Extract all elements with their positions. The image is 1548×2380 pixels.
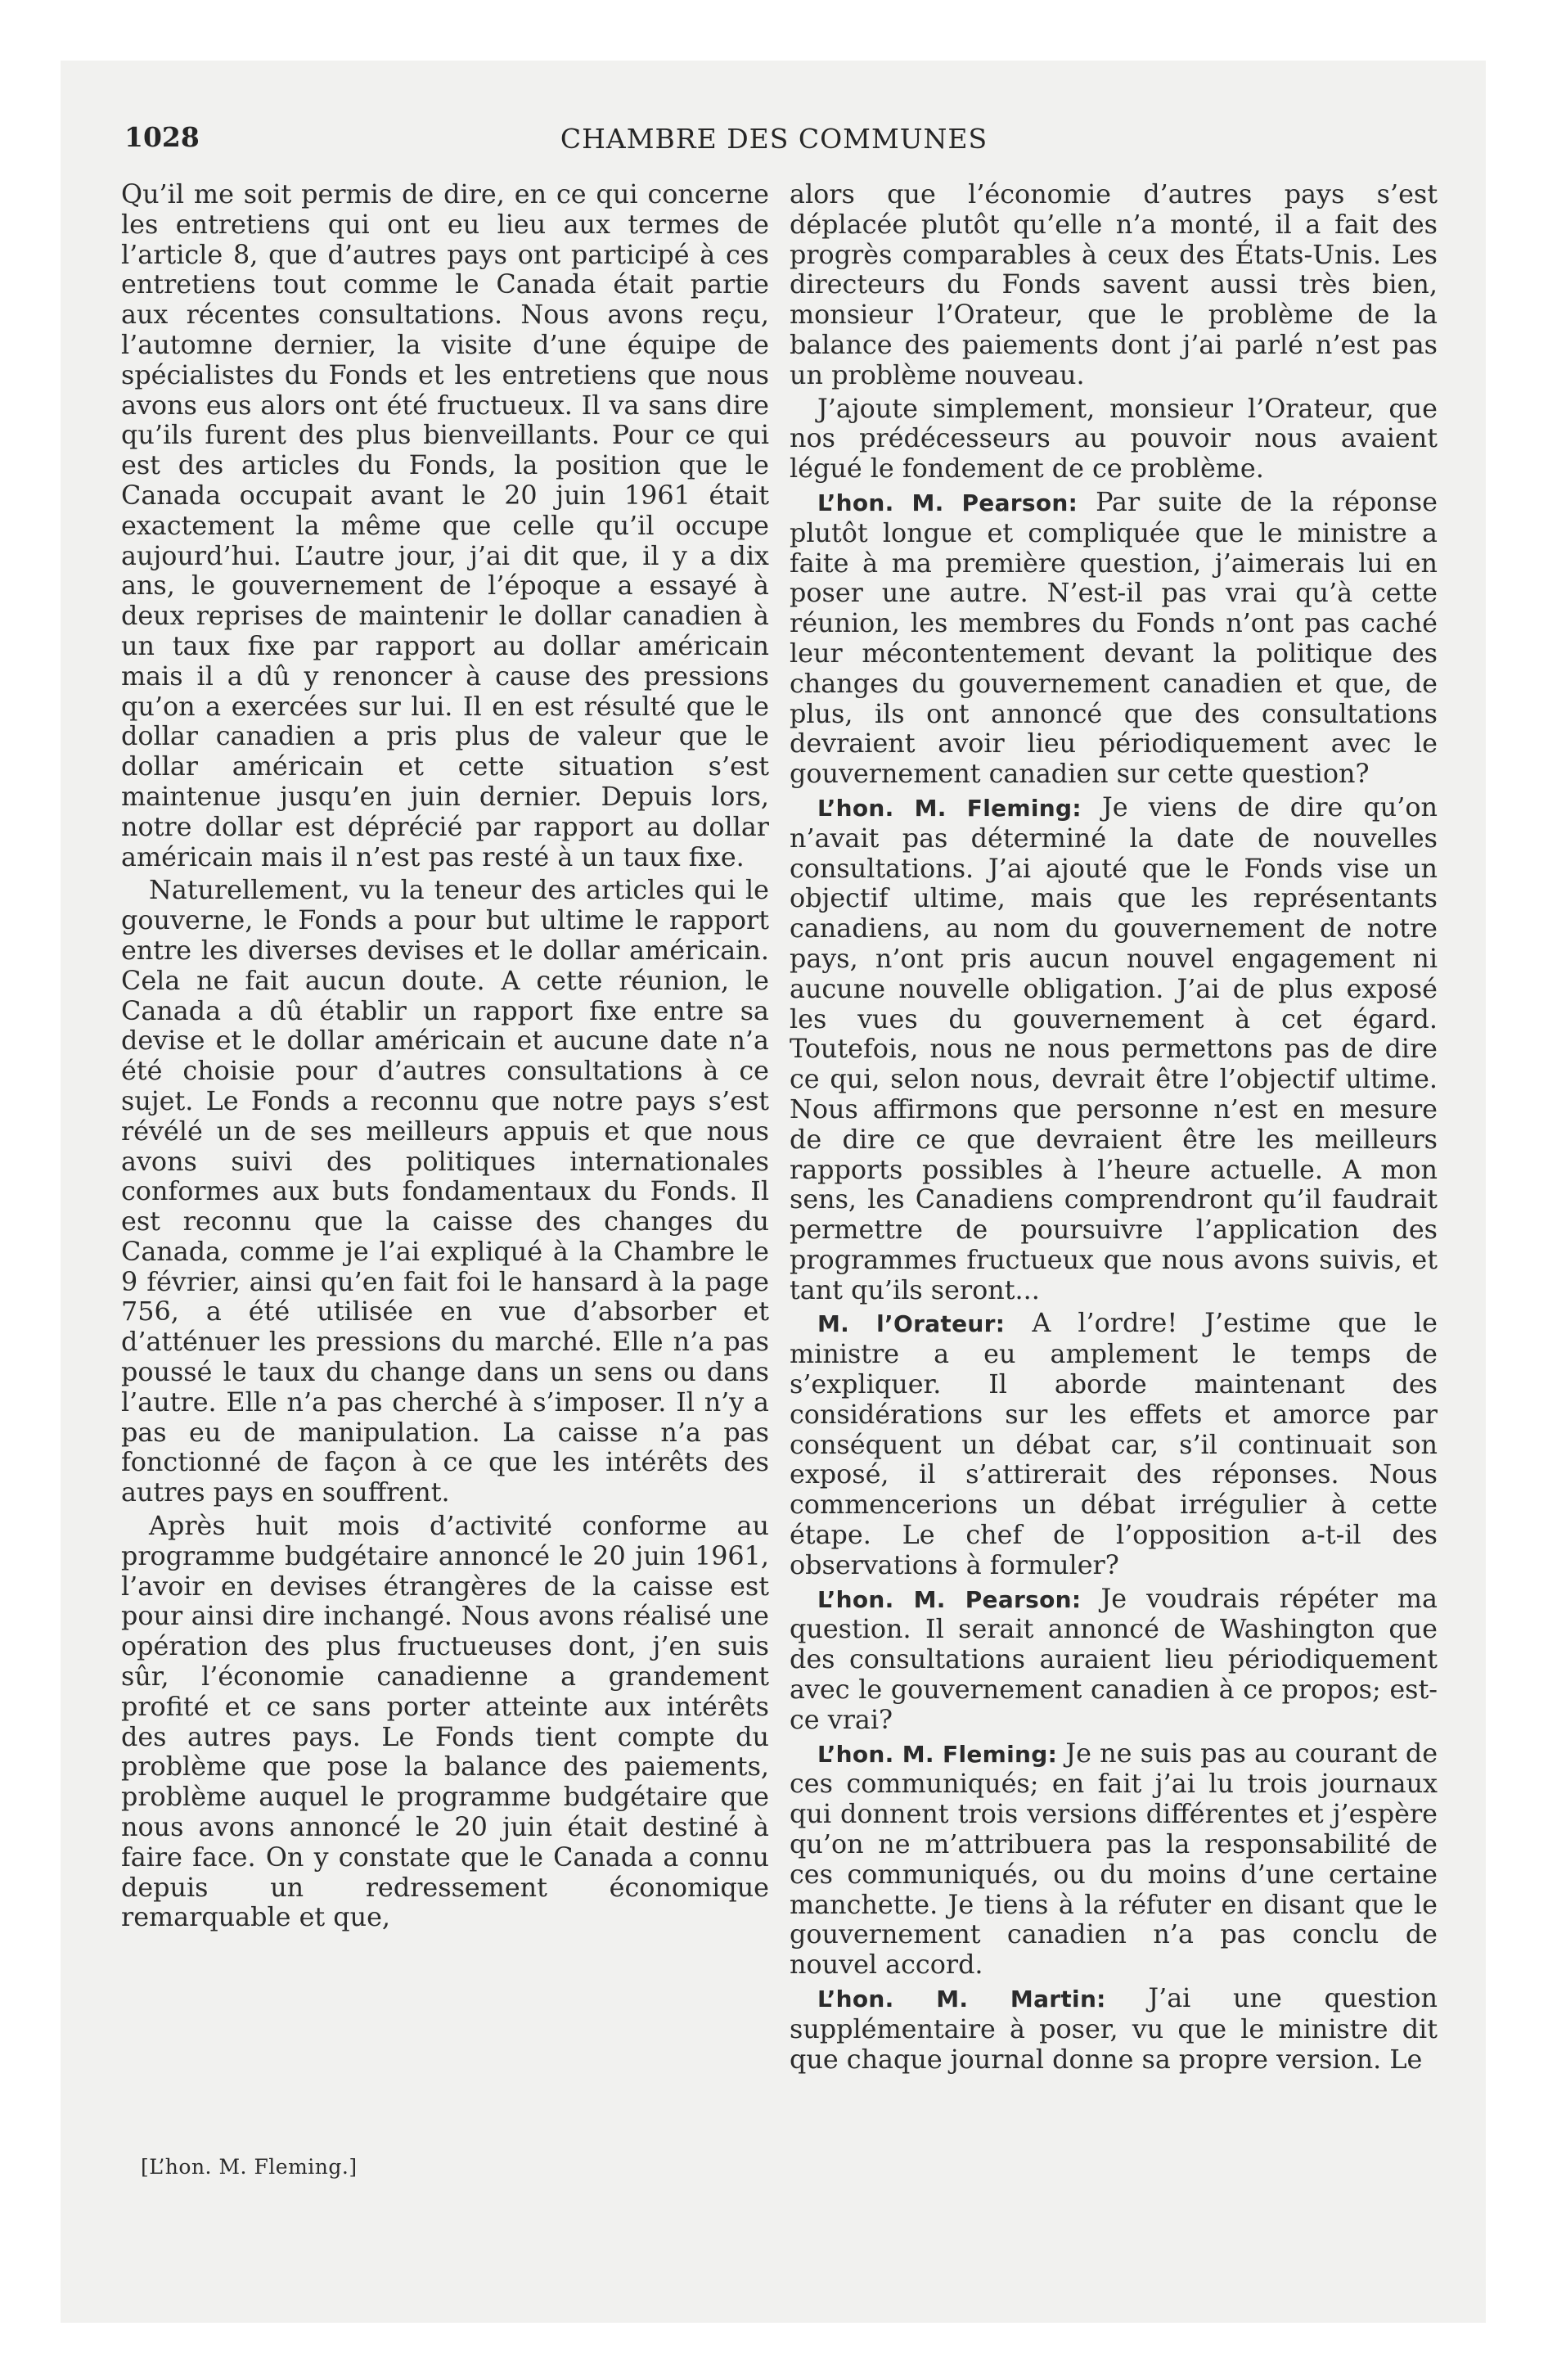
right-column — [790, 180, 1438, 2078]
speaker-footnote: [L’hon. M. Fleming.] — [141, 2155, 358, 2179]
intervention-text: Je voudrais répéter ma question. Il serait annoncé de Washington que des consultations auraient lieu périodiquement avec le gouvernement canadien à ce propos; est-ce vrai? — [790, 1583, 1438, 1735]
intervention-text: Je ne suis pas au courant de ces communiqués; en fait j’ai lu trois journaux qui donnent trois versions différentes et j’espère qu’on ne m’attribuera pas la responsabilité de ces communiqués, ou du moins d’une certaine manchette. Je tiens à la réfuter en disant que le gouvernement canadien n’a pas conclu de nouvel accord. — [790, 1738, 1438, 1981]
intervention-text: J’ai une question supplémentaire à poser, vu que le ministre dit que chaque journal donne sa propre version. Le — [790, 1983, 1438, 2075]
intervention-pearson-2 — [790, 1584, 1438, 1736]
speaker-name: L’hon. M. Pearson: — [817, 489, 1078, 516]
intervention-martin — [790, 1984, 1438, 2075]
speaker-name: L’hon. M. Fleming: — [817, 1740, 1058, 1768]
left-column — [121, 180, 769, 1936]
intervention-fleming-1 — [790, 793, 1438, 1306]
paragraph: alors que l’économie d’autres pays s’est déplacée plutôt qu’elle n’a monté, il a fait des progrès comparables à ceux des États-Unis. Les directeurs du Fonds savent aussi très bien, monsieur l’Orateur, que le problème de la balance des paiements dont j’ai parlé n’est pas un problème nouveau. — [790, 179, 1438, 390]
paragraph: Qu’il me soit permis de dire, en ce qui concerne les entretiens qui ont eu lieu aux termes de l’article 8, que d’autres pays ont participé à ces entretiens tout comme le Canada était partie aux récentes consultations. Nous avons reçu, l’automne dernier, la visite d’une équipe de spécialistes du Fonds et les entretiens que nous avons eus alors ont été fructueux. Il va sans dire qu’ils furent des plus bienveillants. Pour ce qui est des articles du Fonds, la position que le Canada occupait avant le 20 juin 1961 était exactement la même que celle qu’il occupe aujourd’hui. L’autre jour, j’ai dit que, il y a dix ans, le gouvernement de l’époque a essayé à deux reprises de maintenir le dollar canadien à un taux fixe par rapport au dollar américain mais il a dû y renoncer à cause des pressions qu’on a exercées sur lui. Il en est résulté que le dollar canadien a pris plus de valeur que le dollar américain et cette situation s’est maintenue jusqu’en juin dernier. Depuis lors, notre dollar est déprécié par rapport au dollar américain mais il n’est pas resté à un taux fixe. — [121, 179, 769, 872]
paragraph: Naturellement, vu la teneur des articles qui le gouverne, le Fonds a pour but ultime le rapport entre les diverses devises et le dollar américain. Cela ne fait aucun doute. A cette réunion, le Canada a dû établir un rapport fixe entre sa devise et le dollar américain et aucune date n’a été choisie pour d’autres consultations à ce sujet. Le Fonds a reconnu que notre pays s’est révélé un de ses meilleurs appuis et que nous avons suivi des politiques internationales conformes aux buts fondamentaux du Fonds. Il est reconnu que la caisse des changes du Canada, comme je l’ai expliqué à la Chambre le 9 février, ainsi qu’en fait foi le hansard à la page 756, a été utilisée en vue d’absorber et d’atténuer les pressions du marché. Elle n’a pas poussé le taux du change dans un sens ou dans l’autre. Elle n’a pas cherché à s’imposer. Il n’y a pas eu de manipulation. La caisse n’a pas fonctionné de façon à ce que les intérêts des autres pays en souffrent. — [121, 875, 769, 1508]
paragraph: Après huit mois d’activité conforme au programme budgétaire annoncé le 20 juin 1961, l’avoir en devises étrangères de la caisse est pour ainsi dire inchangé. Nous avons réalisé une opération des plus fructueuses dont, j’en suis sûr, l’économie canadienne a grandement profité et ce sans porter atteinte aux intérêts des autres pays. Le Fonds tient compte du problème que pose la balance des paiements, problème auquel le programme budgétaire que nous avons annoncé le 20 juin était destiné à faire face. On y constate que le Canada a connu depuis un redressement économique remarquable et que, — [121, 1511, 769, 1933]
speaker-name: L’hon. M. Martin: — [817, 1986, 1106, 2013]
speaker-name: M. l’Orateur: — [817, 1310, 1006, 1338]
intervention-fleming-2 — [790, 1739, 1438, 1981]
speaker-name: L’hon. M. Fleming: — [817, 794, 1082, 822]
intervention-text: Par suite de la réponse plutôt longue et compliquée que le ministre a faite à ma première question, j’aimerais lui en poser une autre. N’est-il pas vrai qu’à cette réunion, les membres du Fonds n’ont pas caché leur mécontentement devant la politique des changes du gouvernement canadien et que, de plus, ils ont annoncé que des consultations devraient avoir lieu périodiquement avec le gouvernement canadien sur cette question? — [790, 486, 1438, 790]
intervention-speaker — [790, 1309, 1438, 1580]
paragraph: J’ajoute simplement, monsieur l’Orateur, que nos prédécesseurs au pouvoir nous avaient légué le fondement de ce problème. — [790, 393, 1438, 485]
intervention-pearson-1 — [790, 488, 1438, 790]
page-number: 1028 — [124, 121, 200, 153]
intervention-text: Je viens de dire qu’on n’avait pas déterminé la date de nouvelles consultations. J’ai ajouté que le Fonds vise un objectif ultime, mais que les représentants canadiens, au nom du gouvernement de notre pays, n’ont pris aucun nouvel engagement ni aucune nouvelle obligation. J’ai de plus exposé les vues du gouvernement à cet égard. Toutefois, nous ne nous permettons pas de dire ce qui, selon nous, devrait être l’objectif ultime. Nous affirmons que personne n’est en mesure de dire ce que devraient être les meilleurs rapports possibles à l’heure actuelle. A mon sens, les Canadiens comprendront qu’il faudrait permettre de poursuivre l’application des programmes fructueux que nous avons suivis, et tant qu’ils seront... — [790, 791, 1438, 1305]
speaker-name: L’hon. M. Pearson: — [817, 1585, 1082, 1613]
page-title: CHAMBRE DES COMMUNES — [560, 123, 988, 155]
intervention-text: A l’ordre! J’estime que le ministre a eu amplement le temps de s’expliquer. Il aborde maintenant des considérations sur les effets et amorce par conséquent un débat car, s’il continuait son exposé, il s’attirerait des réponses. Nous commencerions un débat irrégulier à cette étape. Le chef de l’opposition a-t-il des observations à formuler? — [790, 1308, 1438, 1580]
